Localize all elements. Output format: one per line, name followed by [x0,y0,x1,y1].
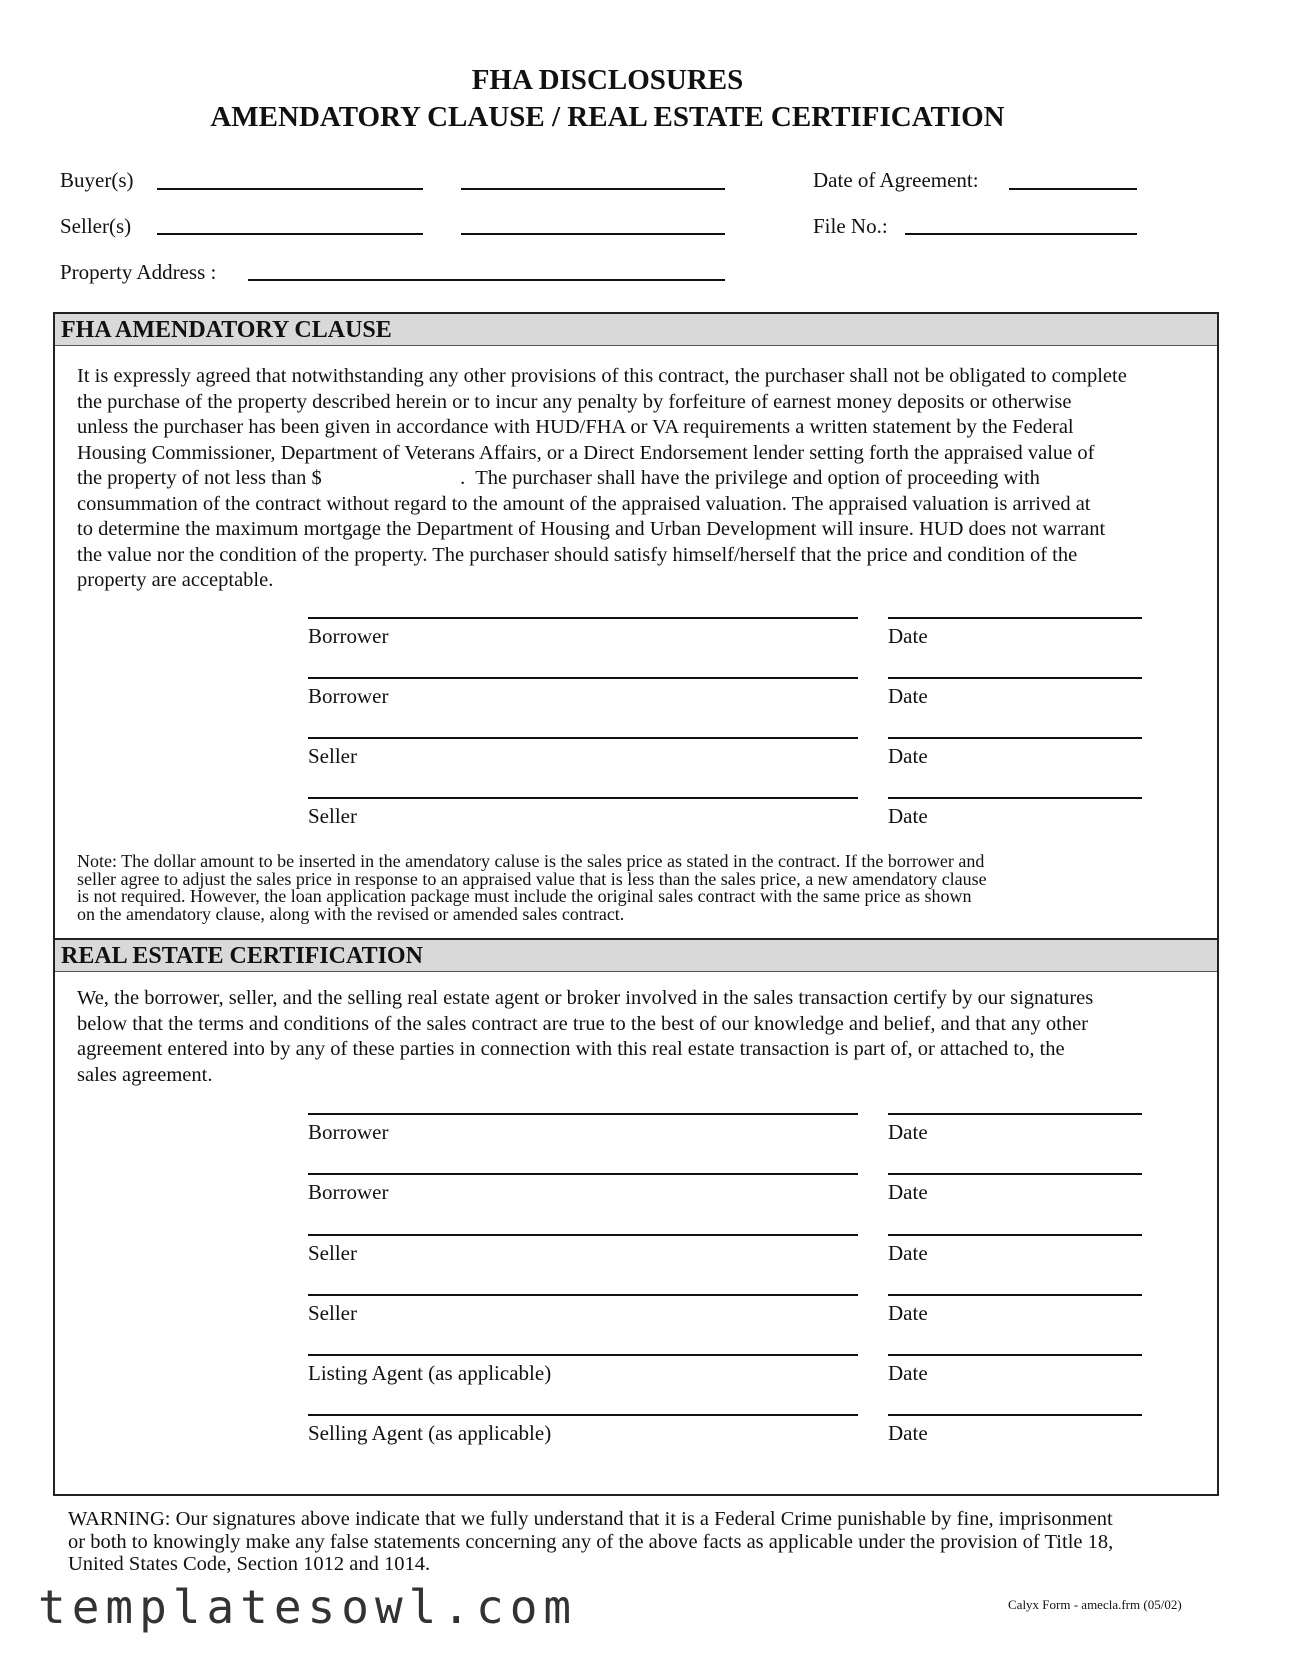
date-line[interactable] [888,1173,1142,1175]
signature-label: Borrower [308,1180,389,1204]
signature-line[interactable] [308,617,858,619]
text-line: the purchase of the property described herein or to incur any penalty by forfeiture of earnest money deposits or otherwise [77,390,1072,413]
page-subtitle: AMENDATORY CLAUSE / REAL ESTATE CERTIFICATION [210,101,1005,133]
text-line: the value nor the condition of the property. The purchaser should satisfy himself/herself that the price and condition of the [77,543,1078,566]
form-id: Calyx Form - amecla.frm (05/02) [1008,1597,1182,1612]
page-title: FHA DISCLOSURES [471,64,744,96]
text-line: Housing Commissioner, Department of Veterans Affairs, or a Direct Endorsement lender setting forth the appraised value of [77,441,1095,464]
text-line: consummation of the contract without regard to the amount of the appraised valuation. The appraised valuation is arrived at [77,492,1091,515]
signature-line[interactable] [308,1414,858,1416]
text-line: sales agreement. [77,1063,213,1086]
date-line[interactable] [888,677,1142,679]
signature-line[interactable] [308,1113,858,1115]
date-line[interactable] [888,1294,1142,1296]
note-line: on the amendatory clause, along with the revised or amended sales contract. [77,903,625,924]
date-line[interactable] [888,1354,1142,1356]
date-label: Date [888,804,928,828]
signature-label: Seller [308,1301,357,1325]
date-label: Date [888,1120,928,1144]
date-line[interactable] [888,1113,1142,1115]
date-line[interactable] [888,737,1142,739]
note-line: is not required. However, the loan application package must include the original sales contract with the same price as shown [77,886,972,906]
date-of-agreement-field[interactable] [1009,188,1137,190]
buyers-label: Buyer(s) [60,168,134,192]
text-line: to determine the maximum mortgage the Department of Housing and Urban Development will insure. HUD does not warrant [77,518,1106,540]
date-label: Date [888,684,928,708]
sellers-label: Seller(s) [60,214,132,238]
date-line[interactable] [888,617,1142,619]
text-line: We, the borrower, seller, and the selling real estate agent or broker involved in the sales transaction certify by our signatures [77,987,1094,1009]
property-address-field[interactable] [248,279,725,281]
text-line: agreement entered into by any of these parties in connection with this real estate transaction is part of, or attached to, the [77,1038,1065,1060]
signature-label: Borrower [308,1120,389,1144]
date-of-agreement-label: Date of Agreement: [813,168,979,192]
seller-1-field[interactable] [157,233,423,235]
date-label: Date [888,624,928,648]
file-no-field[interactable] [905,233,1137,235]
watermark: templatesowl.com [38,1580,578,1634]
note-line: Note: The dollar amount to be inserted in the amendatory caluse is the sales price as stated in the contract. If the borrower and [77,851,985,871]
buyer-1-field[interactable] [157,188,423,190]
date-label: Date [888,1301,928,1325]
date-label: Date [888,1361,928,1385]
signature-label: Seller [308,1241,357,1265]
amendatory-clause-text [77,364,1197,594]
seller-2-field[interactable] [461,233,725,235]
signature-line[interactable] [308,1173,858,1175]
warning-line: United States Code, Section 1012 and 1014. [68,1553,431,1575]
date-line[interactable] [888,797,1142,799]
signature-line[interactable] [308,737,858,739]
date-line[interactable] [888,1414,1142,1416]
date-label: Date [888,1421,928,1445]
warning-line: WARNING: Our signatures above indicate that we fully understand that it is a Federal Crime punishable by fine, imprisonment [68,1508,1113,1530]
amendatory-clause-heading: FHA AMENDATORY CLAUSE [55,314,1217,346]
text-line: below that the terms and conditions of the sales contract are true to the best of our knowledge and belief, and that any other [77,1012,1089,1035]
signature-label: Seller [308,804,357,828]
disclosure-box [53,312,1219,1496]
property-address-label: Property Address : [60,260,217,284]
text-line: It is expressly agreed that notwithstanding any other provisions of this contract, the purchaser shall not be obligated to complete [77,365,1127,387]
note-line: seller agree to adjust the sales price in response to an appraised value that is less than the sales price, a new amendatory clause [77,868,987,889]
amendatory-note [77,853,1197,923]
date-label: Date [888,1241,928,1265]
text-line: unless the purchaser has been given in accordance with HUD/FHA or VA requirements a written statement by the Federal [77,416,1074,438]
signature-label: Borrower [308,684,389,708]
signature-line[interactable] [308,1294,858,1296]
federal-crime-warning [68,1508,1218,1576]
signature-line[interactable] [308,677,858,679]
date-label: Date [888,744,928,768]
signature-line[interactable] [308,1354,858,1356]
file-no-label: File No.: [813,214,888,238]
text-line: property are acceptable. [77,569,274,591]
signature-label: Selling Agent (as applicable) [308,1421,552,1445]
signature-line[interactable] [308,1234,858,1236]
warning-line: or both to knowingly make any false statements concerning any of the above facts as applicable under the provision of Title 18, [68,1530,1114,1553]
date-line[interactable] [888,1234,1142,1236]
real-estate-certification-heading: REAL ESTATE CERTIFICATION [55,938,1217,972]
signature-label: Listing Agent (as applicable) [308,1361,552,1385]
certification-text [77,986,1197,1088]
date-label: Date [888,1180,928,1204]
signature-line[interactable] [308,797,858,799]
text-line: the property of not less than $ . The purchaser shall have the privilege and option of proceeding with [77,467,1040,489]
signature-label: Borrower [308,624,389,648]
signature-label: Seller [308,744,357,768]
buyer-2-field[interactable] [461,188,725,190]
